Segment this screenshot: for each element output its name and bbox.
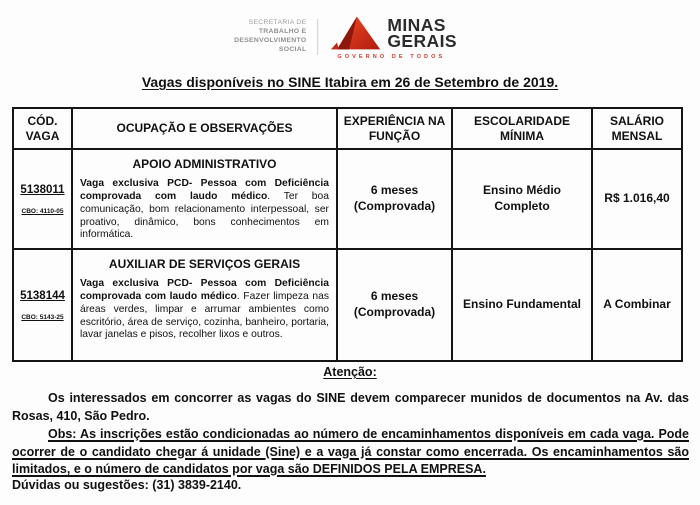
vacancies-table [12, 107, 683, 362]
triangle-mountain-icon [329, 14, 381, 52]
contact-phone: Dúvidas ou sugestões: (31) 3839-2140. [12, 478, 242, 492]
experience-cell [337, 149, 452, 249]
vacancy-row [13, 149, 682, 249]
description-rest: . Fazer limpeza nas áreas verdes, limpar e arrumar ambientes como escritório, área de serviço, cozinha, banheiro, portaria, lavar janelas e pisos, recolher lixos e outros. [80, 290, 329, 341]
experience-cell [337, 249, 452, 361]
education-value: Ensino Médio Completo [483, 183, 561, 213]
secretaria-line: SECRETARIA DE [248, 19, 307, 27]
education-cell [452, 149, 592, 249]
header-salario: SALÁRIO MENSAL [592, 108, 682, 149]
education-value: Ensino Fundamental [462, 297, 581, 312]
secretaria-line: SOCIAL [278, 45, 307, 53]
occupation-description [80, 278, 329, 342]
logo-subtitle: GOVERNO DE TODOS [337, 54, 446, 60]
secretaria-line: TRABALHO E [258, 28, 307, 36]
logo-title-line2: GERAIS [387, 31, 457, 51]
header-ocupacao: OCUPAÇÃO E OBSERVAÇÕES [72, 108, 337, 149]
secretaria-label [234, 19, 306, 54]
minas-gerais-logo [329, 14, 457, 60]
occupation-cell [72, 149, 337, 249]
description-bold: Vaga exclusiva PCD- Pessoa com Deficiência comprovada com laudo médico [80, 178, 329, 202]
attention-heading: Atenção: [323, 365, 377, 379]
page-title: Vagas disponíveis no SINE Itabira em 26 de Setembro de 2019. [141, 74, 559, 90]
occupation-title: AUXILIAR DE SERVIÇOS GERAIS [108, 257, 301, 271]
vacancy-code: 5138144 [20, 289, 65, 302]
logo-title [387, 14, 457, 51]
vacancy-code-cell [13, 249, 72, 361]
education-cell [452, 249, 592, 361]
table-header-row [13, 108, 682, 149]
header-escolaridade: ESCOLARIDADE MÍNIMA [452, 108, 592, 149]
salary-cell [592, 149, 682, 249]
header-brand [234, 14, 457, 60]
notice-paragraph-2: Obs: As inscrições estão condicionadas ao número de encaminhamentos disponíveis em cada vaga. Pode ocorrer de o candidato chegar á unidade (Sine) e a vaga já constar como encerrada. Os encaminhamentos são limitados, e o número de candidatos por vaga são DEFINIDOS PELA EMPRESA. [12, 427, 689, 476]
description-bold: Vaga exclusiva PCD- Pessoa com Deficiência comprovada com laudo médico [80, 278, 329, 302]
occupation-title: APOIO ADMINISTRATIVO [132, 157, 277, 171]
vacancy-code-cell [13, 149, 72, 249]
header-divider [317, 19, 318, 55]
vacancy-code: 5138011 [20, 183, 65, 196]
vacancy-cbo: CBO: 5143-25 [21, 313, 64, 321]
salary-value: R$ 1.016,40 [604, 191, 670, 206]
vacancy-cbo: CBO: 4110-05 [21, 207, 64, 215]
occupation-cell [72, 249, 337, 361]
logo-title-line1: MINAS [387, 14, 446, 35]
header-cod-vaga: CÓD. VAGA [13, 108, 72, 149]
salary-cell [592, 249, 682, 361]
occupation-description [80, 178, 329, 242]
experience-value: 6 meses (Comprovada) [353, 183, 436, 213]
notice-paragraph-1: Os interessados em concorrer as vagas do SINE devem comparecer munidos de documentos na Av. das Rosas, 410, São Pedro. [12, 391, 689, 423]
vacancy-row [13, 249, 682, 361]
salary-value: A Combinar [603, 297, 671, 312]
header-experiencia: EXPERIÊNCIA NA FUNÇÃO [337, 108, 452, 149]
secretaria-line: DESENVOLVIMENTO [234, 37, 307, 44]
description-rest: . Ter boa comunicação, bom relacionamento interpessoal, ser proativo, dinâmico, bons conhecimentos em informática. [80, 190, 329, 241]
experience-value: 6 meses (Comprovada) [353, 289, 436, 319]
